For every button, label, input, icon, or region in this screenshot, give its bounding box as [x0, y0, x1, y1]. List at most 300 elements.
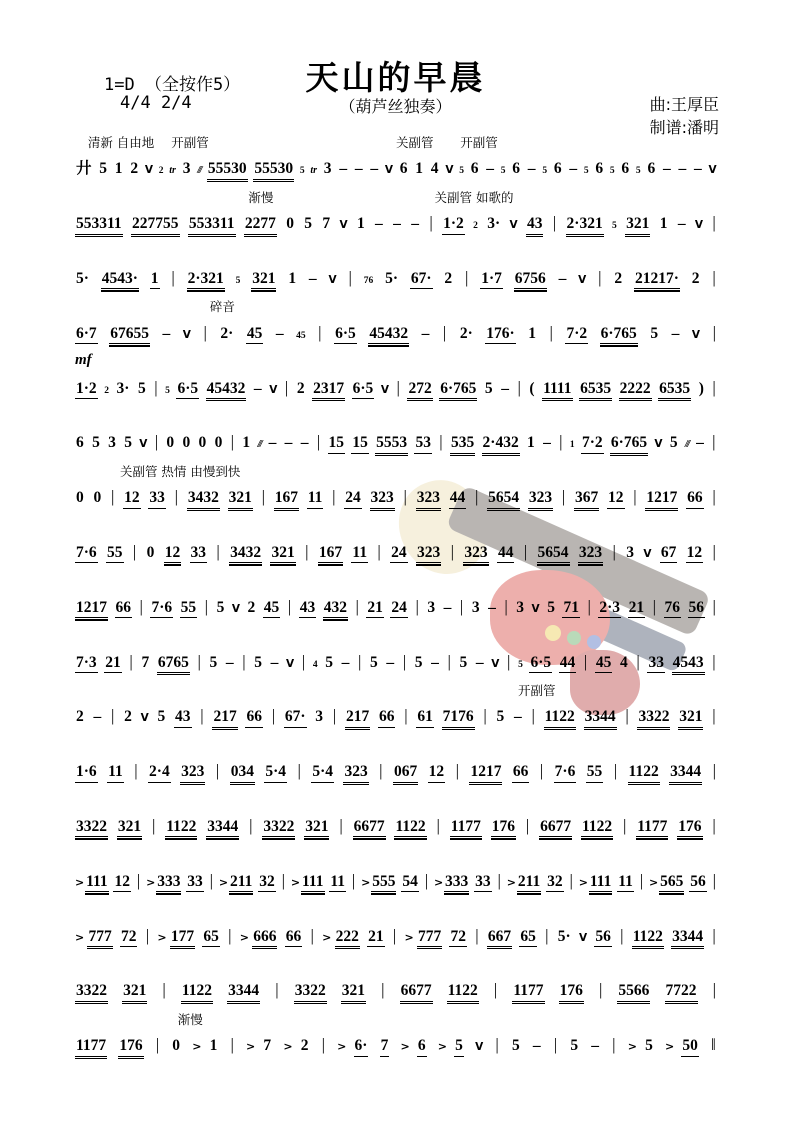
- note-group: 45: [595, 653, 613, 673]
- note-group: 6: [470, 160, 479, 178]
- note-group: 2·321: [566, 214, 604, 234]
- note-group: 5: [414, 653, 423, 671]
- duration-dash: –: [443, 598, 452, 616]
- breath-mark: V: [475, 1041, 484, 1054]
- note-group: 5: [137, 379, 146, 397]
- note-group: 21: [367, 927, 385, 947]
- accent-mark: >: [404, 930, 414, 944]
- barline: |: [155, 1035, 160, 1055]
- note-group: 廾: [76, 160, 92, 178]
- barline: |: [712, 377, 716, 397]
- expression-annotation: 开副管: [171, 135, 209, 150]
- note-group: 5: [484, 379, 493, 397]
- note-group: 211: [229, 872, 253, 892]
- music-notation-row: [75, 979, 717, 1008]
- note-group: 12: [123, 488, 141, 508]
- note-group: 61: [416, 707, 434, 727]
- barline: |: [404, 706, 408, 726]
- score-line-9: [75, 570, 717, 625]
- note-group: 6·7: [75, 324, 98, 344]
- note-group: 2: [130, 160, 139, 178]
- barline: |: [464, 268, 469, 288]
- note-group: 2·3: [598, 598, 621, 618]
- barline: |: [507, 651, 511, 671]
- line-annotations: [75, 1010, 717, 1026]
- grace-note: 5: [609, 166, 615, 177]
- barline: |: [553, 1035, 558, 1055]
- note-group: 5: [254, 653, 263, 671]
- note-group: 1217: [645, 488, 678, 508]
- duration-dash: –: [532, 1037, 541, 1055]
- composer-credit: 曲:王厚臣: [649, 95, 719, 114]
- barline: |: [154, 377, 158, 397]
- note-group: 3: [315, 708, 324, 726]
- duration-dash: –: [488, 598, 496, 616]
- note-group: 7: [380, 1036, 390, 1056]
- accent-mark: >: [664, 1040, 675, 1054]
- score-line-7: [75, 461, 717, 516]
- line-annotations: [75, 407, 717, 423]
- note-group: ): [698, 379, 704, 397]
- line-annotations: [75, 900, 717, 916]
- barline: |: [310, 925, 314, 945]
- grace-note: 5: [635, 166, 641, 177]
- barline: |: [712, 870, 716, 890]
- dynamic-marking: mf: [75, 352, 92, 369]
- note-group: 21: [104, 653, 122, 673]
- score-line-4: [75, 296, 717, 351]
- note-group: 45432: [206, 379, 247, 399]
- score-line-16: [75, 954, 717, 1009]
- barline: |: [249, 815, 253, 835]
- note-group: 7·6: [554, 762, 577, 782]
- note-group: 6535: [658, 379, 691, 399]
- barline: |: [287, 596, 292, 616]
- note-group: (: [529, 379, 535, 397]
- tremolo-mark: ///: [197, 165, 202, 177]
- expression-annotation: 开副管: [460, 135, 498, 150]
- note-group: 1111: [542, 379, 572, 399]
- note-group: 0: [166, 434, 175, 452]
- note-group: 7·3: [75, 653, 98, 673]
- note-group: 6·5: [352, 379, 375, 399]
- score-line-8: [75, 516, 717, 571]
- note-group: 15: [351, 433, 369, 453]
- music-notation-row: [75, 1034, 717, 1063]
- note-group: 11: [107, 762, 124, 782]
- expression-annotation: 渐慢: [177, 1011, 203, 1027]
- barline: |: [459, 596, 464, 616]
- note-group: 5: [92, 434, 100, 452]
- duration-dash: –: [693, 160, 702, 178]
- note-group: 2: [76, 708, 84, 726]
- note-group: 323: [416, 543, 441, 563]
- duration-dash: –: [527, 160, 536, 178]
- barline: |: [652, 596, 656, 616]
- note-group: 66: [378, 707, 396, 727]
- note-group: 66: [115, 598, 133, 618]
- note-group: 5: [454, 1036, 464, 1056]
- accent-mark: >: [239, 930, 249, 944]
- barline: |: [381, 980, 385, 1000]
- barline: |: [396, 377, 400, 397]
- note-group: 1·2: [75, 379, 98, 399]
- grace-note: 2: [473, 221, 478, 232]
- duration-dash: –: [162, 324, 171, 342]
- duration-dash: –: [93, 708, 102, 726]
- note-group: 67655: [109, 324, 150, 344]
- note-group: 33: [474, 872, 492, 892]
- accent-mark: >: [75, 875, 85, 889]
- barline: |: [228, 925, 232, 945]
- note-group: 6·5: [529, 653, 552, 673]
- note-group: 3344: [584, 707, 617, 727]
- breath-mark: V: [708, 164, 717, 177]
- line-annotations: [75, 352, 717, 368]
- note-group: 2277: [244, 214, 277, 234]
- barline: |: [209, 870, 214, 890]
- note-group: 7: [322, 215, 331, 233]
- note-group: 167: [274, 488, 299, 508]
- barline: |: [712, 213, 716, 233]
- note-group: 2: [444, 270, 453, 288]
- note-group: 367: [574, 488, 599, 508]
- note-group: 7: [263, 1037, 272, 1055]
- music-notation-row: [75, 159, 717, 186]
- note-group: 6: [553, 160, 562, 178]
- note-group: 43: [174, 707, 192, 727]
- accent-mark: >: [283, 1040, 293, 1054]
- music-notation-row: [75, 486, 717, 515]
- note-group: 1122: [181, 981, 213, 1001]
- note-group: 4543: [672, 653, 705, 673]
- note-group: 4: [620, 653, 628, 671]
- accent-mark: >: [246, 1040, 256, 1054]
- barline: |: [493, 980, 498, 1000]
- grace-note: 2: [104, 385, 109, 396]
- note-group: 50: [681, 1036, 699, 1056]
- time-signature: 4/4 2/4: [120, 93, 192, 113]
- barline: |: [517, 377, 521, 397]
- note-group: 1: [150, 269, 160, 289]
- breath-mark: V: [182, 328, 191, 341]
- note-group: 32: [258, 872, 276, 892]
- note-group: 2: [614, 270, 623, 288]
- expression-annotation: 渐慢: [248, 189, 274, 205]
- note-group: 5: [459, 653, 468, 671]
- barline: |: [497, 870, 501, 890]
- note-group: 176: [118, 1036, 143, 1056]
- barline: |: [215, 761, 220, 781]
- barline: |: [474, 487, 479, 507]
- note-group: 5553: [375, 433, 408, 453]
- trill-mark: tr: [310, 165, 318, 177]
- note-group: 7722: [665, 981, 698, 1001]
- expression-annotation: 关副管: [396, 135, 434, 150]
- note-group: 72: [449, 927, 467, 947]
- note-group: 1·2: [442, 214, 465, 234]
- note-group: 2: [691, 270, 700, 288]
- barline: |: [379, 761, 383, 781]
- note-group: 5: [304, 215, 313, 233]
- breath-mark: V: [578, 274, 587, 287]
- accent-mark: >: [157, 930, 167, 944]
- breath-mark: V: [269, 383, 278, 396]
- grace-note: 5: [500, 166, 506, 177]
- barline: |: [321, 1035, 325, 1055]
- note-group: 321: [228, 488, 253, 508]
- note-group: 1122: [165, 817, 197, 837]
- note-group: 21: [628, 598, 646, 618]
- note-group: 76: [664, 598, 682, 618]
- breath-mark: V: [691, 328, 701, 341]
- line-annotations: [75, 462, 717, 478]
- breath-mark: V: [643, 548, 652, 560]
- barline: |: [583, 651, 588, 671]
- music-notation-row: [75, 377, 717, 406]
- breath-mark: V: [339, 219, 348, 232]
- accent-mark: >: [437, 1040, 448, 1054]
- note-group: 3: [182, 160, 191, 178]
- note-group: 0: [198, 434, 207, 452]
- note-group: 56: [688, 598, 706, 618]
- note-group: 323: [578, 543, 603, 563]
- duration-dash: –: [268, 434, 277, 452]
- line-annotations: [75, 736, 717, 752]
- note-group: 5·4: [311, 762, 334, 782]
- note-group: 11: [307, 488, 324, 508]
- duration-dash: –: [543, 434, 551, 452]
- barline: |: [242, 651, 246, 671]
- note-group: 44: [497, 543, 515, 563]
- music-notation-row: [75, 651, 717, 680]
- line-annotations: [75, 188, 717, 204]
- expression-annotation: 关副管 如歌的: [434, 189, 514, 205]
- note-group: 53: [414, 433, 432, 453]
- note-group: 12: [428, 762, 446, 782]
- score-line-11: [75, 680, 717, 735]
- note-group: 034: [230, 762, 255, 782]
- expression-annotation: 清新 自由地: [87, 135, 155, 150]
- note-group: 1122: [632, 927, 664, 947]
- music-notation-row: [75, 870, 717, 899]
- note-group: 323: [463, 543, 488, 563]
- duration-dash: –: [275, 324, 284, 342]
- note-group: 1177: [636, 817, 668, 837]
- barline: |: [162, 980, 166, 1000]
- note-group: 7·6: [150, 598, 173, 618]
- duration-dash: –: [662, 160, 671, 178]
- barline: |: [174, 487, 179, 507]
- note-group: 3344: [227, 981, 260, 1001]
- accent-mark: >: [146, 875, 156, 889]
- piece-subtitle: （葫芦丝独奏）: [339, 97, 452, 116]
- score-line-6: [75, 406, 717, 461]
- breath-mark: V: [140, 712, 149, 725]
- barline: |: [587, 596, 591, 616]
- music-notation-row: [75, 212, 717, 241]
- note-group: 3344: [671, 927, 704, 947]
- note-group: 321: [341, 981, 366, 1001]
- duration-dash: –: [569, 160, 578, 178]
- note-group: 321: [117, 817, 142, 837]
- barline: |: [455, 761, 459, 781]
- note-group: 65: [202, 927, 220, 947]
- accent-mark: >: [218, 875, 229, 889]
- accent-mark: >: [192, 1040, 202, 1054]
- note-group: 1: [527, 434, 535, 452]
- note-group: 66: [245, 707, 263, 727]
- breath-mark: V: [491, 657, 500, 670]
- note-group: 2·432: [482, 433, 520, 453]
- duration-dash: –: [370, 160, 379, 178]
- note-group: 111: [301, 872, 325, 892]
- barline: |: [712, 432, 716, 452]
- note-group: 5: [547, 598, 555, 616]
- note-group: 3: [471, 598, 480, 616]
- note-group: 0: [182, 434, 191, 452]
- accent-mark: >: [578, 875, 588, 889]
- duration-dash: –: [354, 160, 363, 178]
- barline: |: [712, 487, 716, 507]
- note-group: 66: [512, 762, 530, 782]
- line-annotations: [75, 791, 717, 807]
- note-group: 321: [678, 707, 703, 727]
- barline: |: [281, 870, 286, 890]
- note-group: 5·: [385, 270, 399, 288]
- barline: |: [230, 1035, 234, 1055]
- note-group: 45432: [368, 324, 409, 344]
- note-group: 333: [444, 872, 469, 892]
- duration-dash: –: [558, 270, 567, 288]
- barline: |: [612, 542, 616, 561]
- note-group: 1217: [469, 762, 502, 782]
- note-group: 1177: [512, 981, 544, 1001]
- note-group: 6: [621, 160, 630, 178]
- duration-dash: –: [696, 434, 704, 452]
- barline: |: [200, 706, 204, 726]
- note-group: 1177: [75, 1036, 107, 1056]
- note-group: 1122: [628, 762, 660, 782]
- note-group: 7: [141, 653, 150, 671]
- accent-mark: >: [649, 875, 659, 889]
- barline: |: [495, 1035, 499, 1055]
- barline: |: [377, 542, 381, 561]
- line-annotations: [75, 626, 717, 642]
- barline: |: [424, 870, 429, 890]
- note-group: 3: [626, 544, 634, 561]
- note-group: 4: [430, 160, 439, 178]
- note-group: 323: [528, 488, 553, 508]
- note-group: 0: [76, 489, 84, 507]
- note-group: 5: [216, 598, 225, 616]
- note-group: 44: [559, 653, 577, 673]
- note-group: 5: [650, 324, 659, 342]
- breath-mark: V: [380, 383, 389, 396]
- note-group: 2·321: [187, 269, 225, 289]
- accent-mark: >: [400, 1040, 410, 1054]
- music-notation-row: [75, 322, 717, 351]
- note-group: 43: [299, 598, 317, 618]
- barline: |: [450, 542, 455, 561]
- note-group: 71: [562, 598, 580, 618]
- barline: |: [712, 651, 716, 671]
- note-group: 1122: [394, 817, 426, 837]
- expression-annotation: 碎音: [209, 299, 235, 315]
- barline: |: [504, 596, 508, 616]
- note-group: 11: [329, 872, 346, 892]
- music-notation-row: [75, 541, 717, 570]
- breath-mark: V: [445, 164, 454, 177]
- note-group: 11: [351, 543, 368, 563]
- note-group: 5654: [537, 543, 570, 563]
- note-group: 111: [85, 872, 109, 892]
- note-group: 12: [164, 543, 182, 563]
- grace-note: 5: [235, 276, 241, 287]
- accent-mark: >: [433, 875, 444, 889]
- note-group: 6·765: [439, 379, 477, 399]
- barline: |: [129, 651, 133, 671]
- note-group: 54: [401, 872, 419, 892]
- barline: |: [139, 596, 143, 616]
- barline: |: [351, 870, 356, 890]
- barline: |: [625, 706, 629, 726]
- breath-mark: V: [231, 602, 240, 615]
- breath-mark: V: [509, 219, 518, 232]
- note-group: 1: [242, 434, 251, 452]
- barline: |: [348, 268, 352, 288]
- note-group: 6677: [539, 817, 572, 837]
- score-line-14: [75, 844, 717, 899]
- note-group: 21: [366, 598, 384, 618]
- note-group: 2222: [619, 379, 652, 399]
- barline: |: [712, 542, 716, 561]
- note-group: 6: [595, 160, 604, 178]
- duration-dash: –: [284, 434, 293, 452]
- note-group: 1122: [544, 707, 576, 727]
- barline: |: [613, 761, 618, 781]
- note-group: 6·5: [334, 324, 357, 344]
- note-group: 24: [390, 543, 408, 563]
- note-group: 321: [625, 214, 650, 234]
- note-group: 3322: [637, 707, 670, 727]
- line-annotations: [75, 571, 717, 587]
- note-group: 333: [156, 872, 181, 892]
- barline: |: [712, 706, 716, 726]
- barline: |: [316, 432, 321, 452]
- note-group: 0: [286, 215, 294, 233]
- piece-title: 天山的早晨: [305, 58, 486, 97]
- note-group: 56: [689, 872, 707, 892]
- note-group: 2·4: [148, 762, 171, 782]
- note-group: 1122: [581, 817, 613, 837]
- note-group: 6: [76, 434, 84, 452]
- note-group: 5: [124, 434, 132, 452]
- barline: |: [261, 487, 265, 507]
- barline: |: [339, 815, 343, 835]
- barline: |: [442, 322, 447, 342]
- note-group: 6677: [400, 981, 433, 1001]
- barline: |: [355, 596, 359, 616]
- note-group: 3344: [206, 817, 239, 837]
- accent-mark: >: [361, 875, 371, 889]
- barline: |: [549, 322, 553, 342]
- note-group: 7176: [442, 707, 475, 727]
- line-annotations: [75, 517, 717, 533]
- note-group: 32: [546, 872, 564, 892]
- grace-note: 45: [296, 330, 306, 341]
- barline: |: [297, 761, 301, 781]
